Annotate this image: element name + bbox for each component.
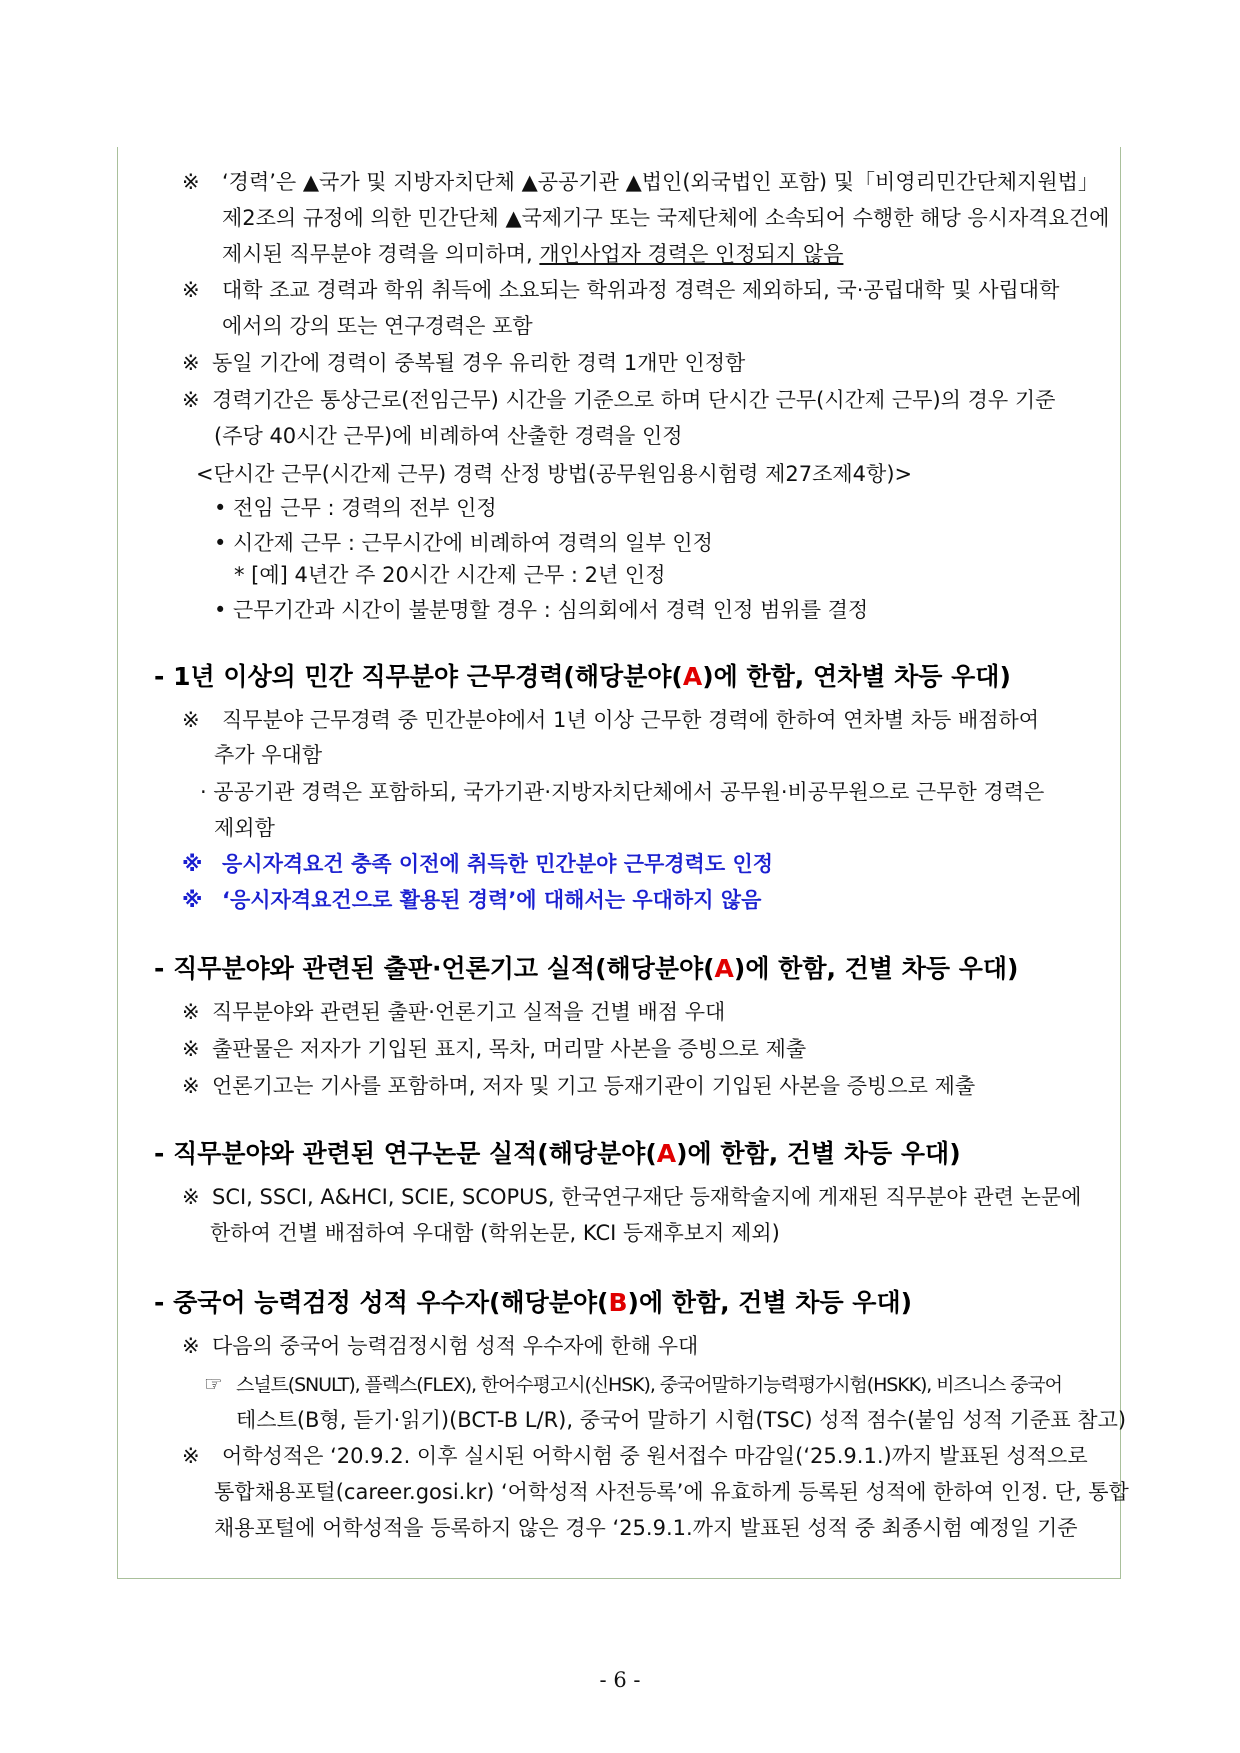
note-press-proof: ※ 언론기고는 기사를 포함하며, 저자 및 기고 등재기관이 기입된 사본을 증빙으로 제출	[182, 1074, 976, 1098]
note-career-definition-cont2: 제시된 직무분야 경력을 의미하며, 개인사업자 경력은 인정되지 않음	[222, 242, 844, 266]
note-language-score-validity-cont1: 통합채용포털(career.gosi.kr) ‘어학성적 사전등록’에 유효하게 등록된 성적에 한하여 인정. 단, 통합	[214, 1480, 1129, 1504]
note-research-journals: ※ SCI, SSCI, A&HCI, SCIE, SCOPUS, 한국연구재단 등재학술지에 게재된 직무분야 관련 논문에	[182, 1185, 1082, 1209]
part-time-method-title: <단시간 근무(시간제 근무) 경력 산정 방법(공무원임용시험령 제27조제4항)>	[196, 462, 913, 486]
underlined-text: 개인사업자 경력은 인정되지 않음	[539, 242, 844, 266]
note-private-career-cont: 추가 우대함	[214, 743, 323, 767]
note-university-career: ※ 대학 조교 경력과 학위 취득에 소요되는 학위과정 경력은 제외하되, 국·공립대학 및 사립대학	[182, 278, 1060, 302]
page-number: - 6 -	[599, 1668, 641, 1692]
section-heading-research-paper: - 직무분야와 관련된 연구논문 실적(해당분야(A)에 한함, 건별 차등 우대)	[154, 1139, 961, 1168]
note-chinese-test-preference: ※ 다음의 중국어 능력검정시험 성적 우수자에 한해 우대	[182, 1334, 699, 1358]
note-blue-no-preference: ※ ‘응시자격요건으로 활용된 경력’에 대해서는 우대하지 않음	[182, 888, 762, 912]
part-time-item-parttime: • 시간제 근무 : 근무시간에 비례하여 경력의 일부 인정	[214, 531, 713, 555]
note-blue-before-qualification: ※ 응시자격요건 충족 이전에 취득한 민간분야 근무경력도 인정	[182, 852, 774, 876]
part-time-example: * [예] 4년간 주 20시간 시간제 근무 : 2년 인정	[234, 563, 666, 587]
part-time-item-fulltime: • 전임 근무 : 경력의 전부 인정	[214, 496, 497, 520]
section-heading-publication: - 직무분야와 관련된 출판·언론기고 실적(해당분야(A)에 한함, 건별 차등 우대)	[154, 954, 1019, 983]
note-publication-scoring: ※ 직무분야와 관련된 출판·언론기고 실적을 건별 배점 우대	[182, 1000, 726, 1024]
note-public-institution-cont: 제외함	[214, 816, 275, 840]
note-language-score-validity-cont2: 채용포털에 어학성적을 등록하지 않은 경우 ‘25.9.1.까지 발표된 성적 중 최종시험 예정일 기준	[214, 1516, 1078, 1540]
note-university-career-cont: 에서의 강의 또는 연구경력은 포함	[222, 314, 533, 338]
section-heading-private-career: - 1년 이상의 민간 직무분야 근무경력(해당분야(A)에 한함, 연차별 차등 우대)	[154, 662, 1011, 691]
note-language-score-validity: ※ 어학성적은 ‘20.9.2. 이후 실시된 어학시험 중 원서접수 마감일(‘25.9.1.)까지 발표된 성적으로	[182, 1444, 1088, 1468]
note-career-period-cont: (주당 40시간 근무)에 비례하여 산출한 경력을 인정	[214, 424, 683, 448]
note-career-definition: ※ ‘경력’은 ▲국가 및 지방자치단체 ▲공공기관 ▲법인(외국법인 포함) 및「비영리민간단체지원법」	[182, 170, 1099, 194]
note-career-definition-cont1: 제2조의 규정에 의한 민간단체 ▲국제기구 또는 국제단체에 소속되어 수행한 해당 응시자격요건에	[222, 206, 1110, 230]
note-private-career: ※ 직무분야 근무경력 중 민간분야에서 1년 이상 근무한 경력에 한하여 연차별 차등 배점하여	[182, 708, 1040, 732]
chinese-test-list: ☞ 스널트(SNULT), 플렉스(FLEX), 한어수평고시(신HSK), 중국어말하기능력평가시험(HSKK), 비즈니스 중국어	[204, 1369, 1062, 1400]
pointing-hand-icon: ☞	[204, 1372, 223, 1396]
note-public-institution: · 공공기관 경력은 포함하되, 국가기관·지방자치단체에서 공무원·비공무원으로 근무한 경력은	[200, 780, 1045, 804]
section-heading-chinese-test: - 중국어 능력검정 성적 우수자(해당분야(B)에 한함, 건별 차등 우대)	[154, 1288, 913, 1317]
part-time-item-unclear: • 근무기간과 시간이 불분명할 경우 : 심의회에서 경력 인정 범위를 결정	[214, 598, 869, 622]
note-publication-proof: ※ 출판물은 저자가 기입된 표지, 목차, 머리말 사본을 증빙으로 제출	[182, 1037, 807, 1061]
chinese-test-list-cont: 테스트(B형, 듣기·읽기)(BCT-B L/R), 중국어 말하기 시험(TSC) 성적 점수(붙임 성적 기준표 참고)	[236, 1408, 1127, 1432]
note-research-journals-cont: 한하여 건별 배점하여 우대함 (학위논문, KCI 등재후보지 제외)	[210, 1221, 780, 1245]
note-overlap-career: ※ 동일 기간에 경력이 중복될 경우 유리한 경력 1개만 인정함	[182, 351, 746, 375]
note-career-period: ※ 경력기간은 통상근로(전임근무) 시간을 기준으로 하며 단시간 근무(시간제 근무)의 경우 기준	[182, 388, 1056, 412]
